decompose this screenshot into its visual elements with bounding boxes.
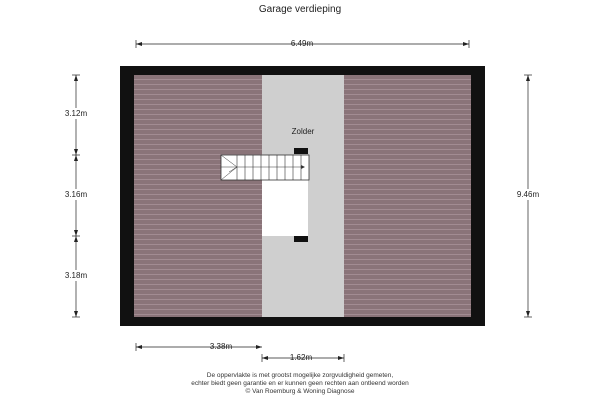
dimension-left-top: 3.12m bbox=[64, 109, 88, 118]
dimension-bottom-right-label: 1.62m bbox=[289, 353, 313, 362]
dimension-bottom-left bbox=[136, 343, 262, 351]
drawing-title: Garage verdieping bbox=[258, 4, 342, 15]
dimension-left-middle: 3.16m bbox=[64, 190, 88, 199]
dimension-left-bottom: 3.18m bbox=[64, 271, 88, 280]
stair-marker-top bbox=[294, 148, 308, 154]
disclaimer-line-1: De oppervlakte is met grootst mogelijke zorgvuldigheid gemeten, bbox=[206, 372, 394, 379]
stair-marker-bottom bbox=[294, 236, 308, 242]
dimension-total-width: 6.49m bbox=[290, 39, 314, 48]
copyright: © Van Roemburg & Woning Diagnose bbox=[245, 388, 355, 395]
dimension-total-depth: 9.46m bbox=[516, 190, 540, 199]
staircase bbox=[221, 155, 309, 180]
disclaimer bbox=[0, 372, 600, 396]
room-label-zolder: Zolder bbox=[291, 127, 315, 136]
stair-opening bbox=[262, 180, 308, 236]
disclaimer-line-2: echter biedt geen garantie en er kunnen geen rechten aan ontleend worden bbox=[191, 380, 409, 387]
roof-slope-left bbox=[134, 75, 262, 317]
roof-slope-right bbox=[344, 75, 471, 317]
dimension-bottom-left-label: 3.38m bbox=[209, 342, 233, 351]
